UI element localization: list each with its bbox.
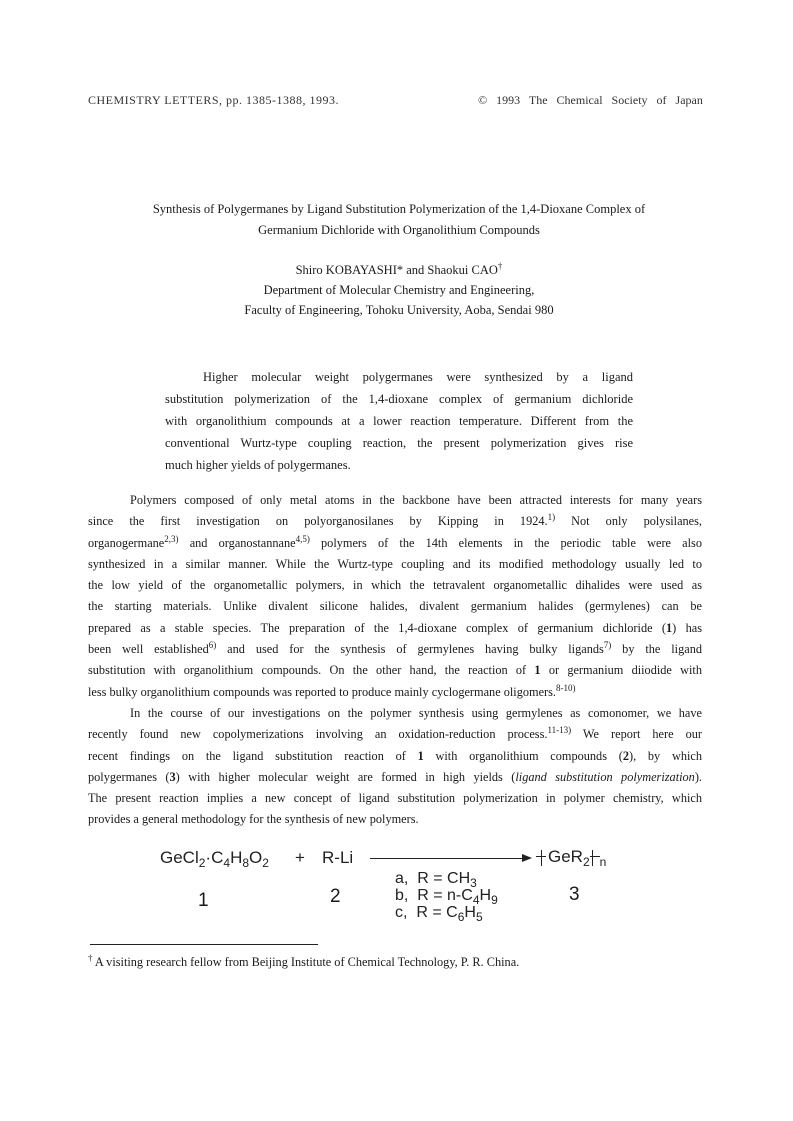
author-names: Shiro KOBAYASHI* and Shaokui CAO†: [295, 261, 503, 277]
product-formula: GeR$_2$ $_n$: [536, 846, 606, 867]
abstract-line: substitution polymerization of the 1,4-dioxane complex of germanium dichloride: [165, 392, 633, 406]
repeat-bracket-right: [590, 846, 600, 866]
dagger-mark: †: [497, 261, 503, 271]
text-line: the low yield of the organometallic polymers, in which the tetravalent organometallic dihalides were used as: [88, 578, 702, 593]
text-line: In the course of our investigations on the polymer synthesis using germylenes as comonomer, we have: [130, 705, 702, 720]
text-line: synthesized in a similar manner. While the Wurtz-type coupling and its modified methodology usually led to: [88, 556, 702, 571]
footnote-rule: [90, 944, 318, 945]
compound-ref: 1: [417, 748, 424, 763]
citation: 4,5): [295, 533, 310, 544]
text-line: been well established$^{6)}$ and used for the synthesis of germylenes having bulky ligands$^{7)}$ by the ligand: [88, 640, 702, 657]
footnote: † A visiting research fellow from Beijing Institute of Chemical Technology, P. R. China.: [88, 953, 520, 969]
text-line: since the first investigation on polyorganosilanes by Kipping in 1924.$^{1)}$ Not only polysilanes,: [88, 512, 702, 529]
citation: 2,3): [164, 533, 179, 544]
abstract-line: Higher molecular weight polygermanes were synthesized by a ligand: [203, 370, 633, 384]
compound-ref: 1: [534, 663, 541, 678]
condition-a: a, $R = CH_3$: [395, 870, 477, 890]
citation: 7): [603, 640, 612, 651]
abstract-line: much higher yields of polygermanes.: [165, 458, 351, 472]
abstract-line: with organolithium compounds at a lower reaction temperature. Different from the: [165, 414, 633, 428]
compound-ref: 1: [666, 620, 673, 635]
reaction-arrow: [370, 858, 530, 859]
reaction-conditions: [395, 870, 498, 924]
text-line: organogermane$^{2,3)}$ and organostannane$^{4,5)}$ polymers of the 14th elements in the periodic table were also: [88, 533, 702, 550]
condition-c: c, $R = C_6H_5$: [395, 904, 483, 924]
compound-label-1: 1: [198, 890, 209, 911]
body-text: [88, 490, 702, 831]
text-line: polygermanes (3) with higher molecular weight are formed in high yields (ligand substitution polymerization).: [88, 769, 702, 784]
title-line-2: Germanium Dichloride with Organolithium Compounds: [258, 223, 540, 237]
text-line: substitution with organolithium compounds. On the other hand, the reaction of 1 or germanium diiodide with: [88, 663, 702, 678]
compound-label-3: 3: [569, 884, 580, 905]
paragraph-2: [88, 703, 702, 831]
abstract-line: conventional Wurtz-type coupling reaction, the present polymerization gives rise: [165, 436, 633, 450]
text-line: less bulky organolithium compounds was reported to produce mainly cyclogermane oligomers.$^{8-10)}$: [88, 682, 576, 699]
citation: 6): [208, 640, 217, 651]
copyright-notice: © 1993 The Chemical Society of Japan: [478, 93, 703, 107]
citation: 8-10): [555, 682, 576, 693]
text-line: recently found new copolymerizations involving an oxidation-reduction process.$^{11-13)}$ We report here our: [88, 725, 702, 742]
author-block: [96, 260, 702, 320]
reactant-2-formula: R-Li: [322, 848, 354, 867]
faculty: Faculty of Engineering, Tohoku University, Aoba, Sendai 980: [244, 303, 554, 317]
repeat-bracket-left: [536, 846, 548, 866]
compound-ref: 2: [622, 748, 629, 763]
text-line: provides a general methodology for the synthesis of new polymers.: [88, 812, 419, 827]
reactant-1-formula: $GeCl_2\cdot C_4H_8O_2$: [160, 848, 269, 870]
paragraph-1: [88, 490, 702, 703]
journal-citation: CHEMISTRY LETTERS, pp. 1385-1388, 1993.: [88, 93, 340, 107]
condition-b: b, $R = n-C_4H_9$: [395, 887, 498, 907]
article-title: [96, 199, 702, 241]
abstract: [165, 366, 633, 476]
arrow-head: [522, 854, 532, 862]
dagger-mark: †: [88, 953, 93, 963]
text-line: The present reaction implies a new concept of ligand substitution polymerization in polymer chemistry, which: [88, 791, 702, 806]
title-line-1: Synthesis of Polygermanes by Ligand Substitution Polymerization of the 1,4-Dioxane Complex of: [152, 202, 646, 216]
plus-sign: +: [295, 848, 305, 867]
emphasis: ligand substitution polymerization: [515, 769, 695, 784]
text-line: prepared as a stable species. The preparation of the 1,4-dioxane complex of germanium dichloride (1) has: [88, 620, 702, 635]
text-line: Polymers composed of only metal atoms in the backbone have been attracted interests for many years: [130, 493, 702, 507]
text-line: the starting materials. Unlike divalent silicone halides, divalent germanium halides (germylenes) can be: [88, 599, 702, 614]
text-line: recent findings on the ligand substitution reaction of 1 with organolithium compounds (2), by which: [88, 748, 702, 763]
compound-label-2: 2: [330, 886, 341, 907]
department: Department of Molecular Chemistry and Engineering,: [263, 283, 535, 297]
citation: 11-13): [547, 725, 572, 736]
citation: 1): [547, 512, 556, 523]
compound-ref: 3: [169, 769, 176, 784]
